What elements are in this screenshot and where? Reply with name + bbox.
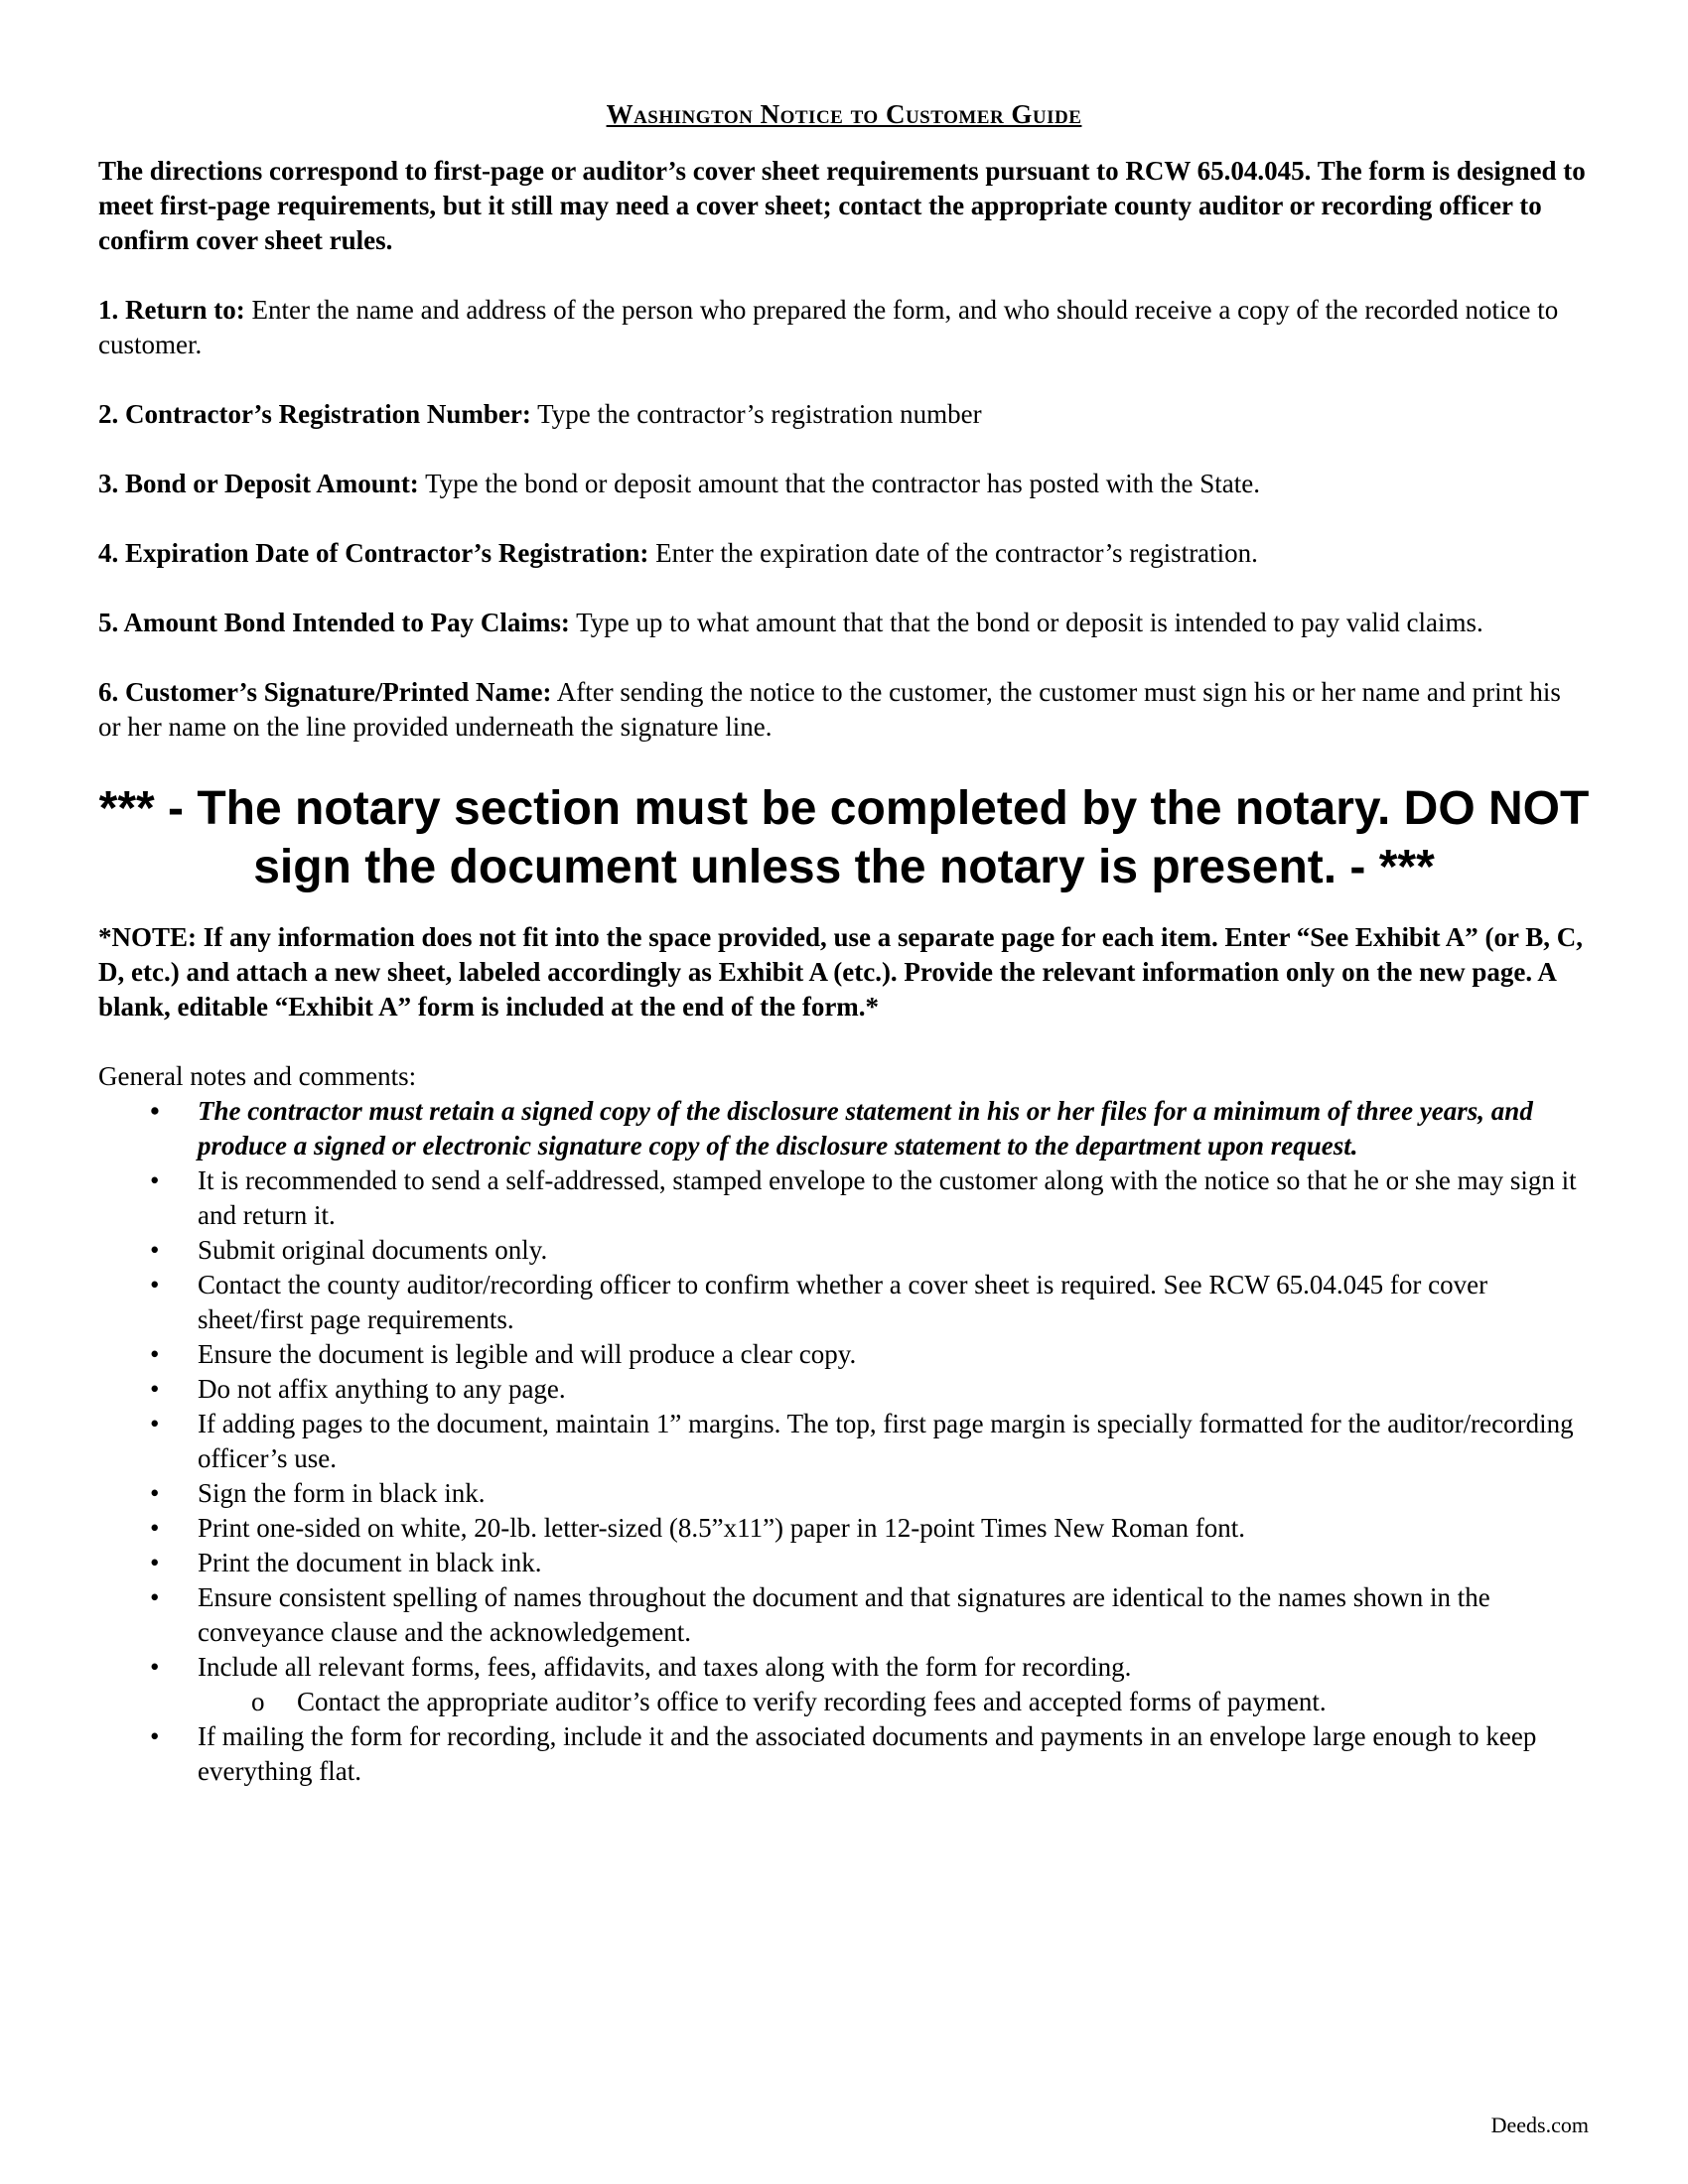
step-label: 3. Bond or Deposit Amount: bbox=[98, 469, 419, 498]
step-registration-number bbox=[98, 397, 1590, 432]
list-item: • If mailing the form for recording, include it and the associated documents and payments in an envelope large enough to keep everything flat. bbox=[150, 1721, 1537, 1786]
list-item: • Print the document in black ink. bbox=[98, 1546, 1590, 1580]
step-label: 1. Return to: bbox=[98, 295, 245, 325]
step-label: 5. Amount Bond Intended to Pay Claims: bbox=[98, 608, 570, 637]
bullet-icon: • bbox=[150, 1409, 160, 1438]
sub-list-item: o Contact the appropriate auditor’s office to verify recording fees and accepted forms of payment. bbox=[98, 1685, 1590, 1719]
step-expiration-date bbox=[98, 536, 1590, 571]
bullet-icon: • bbox=[150, 1478, 160, 1508]
step-text: Type the contractor’s registration number bbox=[530, 399, 982, 429]
step-return-to bbox=[98, 293, 1590, 362]
general-notes-heading: General notes and comments: bbox=[98, 1061, 417, 1091]
bullet-icon: • bbox=[150, 1582, 160, 1612]
exhibit-note: *NOTE: If any information does not fit into the space provided, use a separate page for each item. Enter “See Exhibit A” (or B, C, D, etc.) and attach a new sheet, labeled accordingly as Exhibit A (etc.). Provide the relevant information only on the new page. A blank, editable “Exhibit A” form is included at the end of the form.* bbox=[98, 922, 1583, 1022]
step-amount-bond-claims bbox=[98, 606, 1590, 640]
general-notes-list bbox=[98, 1094, 1590, 1789]
bullet-icon: • bbox=[150, 1721, 160, 1751]
bullet-icon: • bbox=[150, 1270, 160, 1299]
list-item: • The contractor must retain a signed copy of the disclosure statement in his or her files for a minimum of three years, and produce a signed or electronic signature copy of the disclosure statement to the department upon request. bbox=[150, 1096, 1533, 1160]
step-label: 2. Contractor’s Registration Number: bbox=[98, 399, 531, 429]
list-item: • Contact the county auditor/recording officer to confirm whether a cover sheet is required. See RCW 65.04.045 for cover sheet/first page requirements. bbox=[150, 1270, 1488, 1334]
document-title: Washington Notice to Customer Guide bbox=[606, 99, 1082, 129]
document-page bbox=[98, 99, 1590, 1789]
bullet-icon: • bbox=[150, 1374, 160, 1404]
notary-warning: *** - The notary section must be completed by the notary. DO NOT sign the document unless the notary is present. - *** bbox=[98, 782, 1590, 893]
bullet-icon: • bbox=[150, 1513, 160, 1543]
step-label: 6. Customer’s Signature/Printed Name: bbox=[98, 677, 552, 707]
bullet-icon: • bbox=[150, 1548, 160, 1577]
list-item: • Sign the form in black ink. bbox=[98, 1476, 1590, 1511]
list-item: • If adding pages to the document, maintain 1” margins. The top, first page margin is specially formatted for the auditor/recording officer’s use. bbox=[150, 1409, 1574, 1473]
list-item: • It is recommended to send a self-addressed, stamped envelope to the customer along with the notice so that he or she may sign it and return it. bbox=[150, 1165, 1577, 1230]
bullet-icon: • bbox=[150, 1235, 160, 1265]
footer-brand: Deeds.com bbox=[1490, 2113, 1589, 2137]
step-text: After sending the notice to the customer, the customer must sign his or her name and print his or her name on the line provided underneath the signature line. bbox=[98, 677, 1561, 742]
list-item: • Print one-sided on white, 20-lb. letter-sized (8.5”x11”) paper in 12-point Times New Roman font. bbox=[98, 1511, 1590, 1546]
step-label: 4. Expiration Date of Contractor’s Registration: bbox=[98, 538, 649, 568]
step-text: Type the bond or deposit amount that the contractor has posted with the State. bbox=[418, 469, 1260, 498]
step-text: Enter the name and address of the person who prepared the form, and who should receive a copy of the recorded notice to customer. bbox=[98, 295, 1559, 359]
bullet-icon: • bbox=[150, 1165, 160, 1195]
list-item: • Ensure the document is legible and will produce a clear copy. bbox=[98, 1337, 1590, 1372]
step-text: Type up to what amount that that the bond or deposit is intended to pay valid claims. bbox=[569, 608, 1483, 637]
bullet-icon: • bbox=[150, 1652, 160, 1682]
step-bond-amount bbox=[98, 467, 1590, 501]
list-item: • Include all relevant forms, fees, affidavits, and taxes along with the form for recording. bbox=[98, 1650, 1590, 1685]
list-item: • Do not affix anything to any page. bbox=[98, 1372, 1590, 1407]
step-text: Enter the expiration date of the contractor’s registration. bbox=[648, 538, 1258, 568]
bullet-icon: • bbox=[150, 1339, 160, 1369]
intro-paragraph: The directions correspond to first-page or auditor’s cover sheet requirements pursuant to RCW 65.04.045. The form is designed to meet first-page requirements, but it still may need a cover sheet; contact the appropriate county auditor or recording officer to confirm cover sheet rules. bbox=[98, 156, 1586, 255]
bullet-icon: • bbox=[150, 1096, 160, 1126]
list-item: • Ensure consistent spelling of names throughout the document and that signatures are identical to the names shown in the conveyance clause and the acknowledgement. bbox=[150, 1582, 1490, 1647]
circle-bullet-icon: o bbox=[251, 1687, 265, 1716]
step-customer-signature bbox=[98, 675, 1590, 745]
list-item: • Submit original documents only. bbox=[98, 1233, 1590, 1268]
